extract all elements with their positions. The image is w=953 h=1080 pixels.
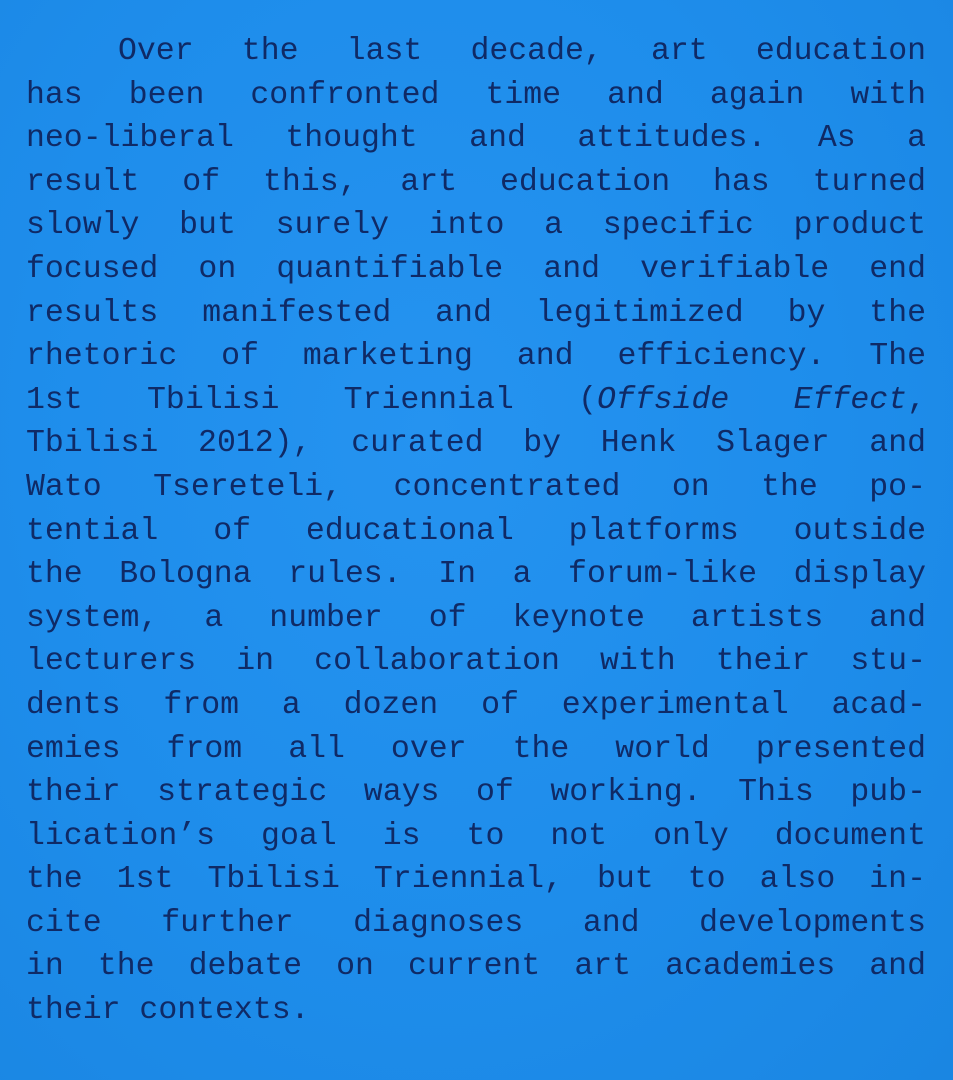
text-line: has been confronted time and again with — [26, 77, 926, 113]
text-line: rhetoric of marketing and efficiency. The — [26, 339, 926, 375]
text-line: lication’s goal is to not only document — [26, 818, 926, 854]
italic-exhibition-title: Offside Effect — [597, 382, 908, 418]
text-line-last: their contexts. — [26, 993, 310, 1029]
text-line: Wato Tsereteli, concentrated on the po- — [26, 469, 926, 505]
text-line: cite further diagnoses and developments — [26, 905, 926, 941]
text-line: the 1st Tbilisi Triennial, but to also in- — [26, 862, 926, 898]
text-line: emies from all over the world presented — [26, 731, 926, 767]
text-line: neo-liberal thought and attitudes. As a — [26, 121, 926, 157]
line-text-after-title: , — [907, 382, 926, 418]
text-line: in the debate on current art academies and — [26, 949, 926, 985]
text-line: focused on quantifiable and verifiable end — [26, 251, 926, 287]
text-line: Over the last decade, art education — [118, 34, 926, 69]
text-line: result of this, art education has turned — [26, 164, 926, 200]
text-line: slowly but surely into a specific product — [26, 208, 926, 244]
text-line: dents from a dozen of experimental acad- — [26, 687, 926, 723]
text-line: lecturers in collaboration with their stu- — [26, 644, 926, 680]
line-text-before-title: 1st Tbilisi Triennial ( — [26, 382, 598, 418]
text-line: their strategic ways of working. This pub- — [26, 775, 926, 811]
text-line-with-italic-title — [26, 379, 926, 423]
text-line: system, a number of keynote artists and — [26, 600, 926, 636]
text-line: tential of educational platforms outside — [26, 513, 926, 549]
body-paragraph — [26, 30, 926, 1033]
text-line: Tbilisi 2012), curated by Henk Slager and — [26, 426, 926, 462]
text-line: results manifested and legitimized by the — [26, 295, 926, 331]
text-line: the Bologna rules. In a forum-like display — [26, 557, 926, 593]
